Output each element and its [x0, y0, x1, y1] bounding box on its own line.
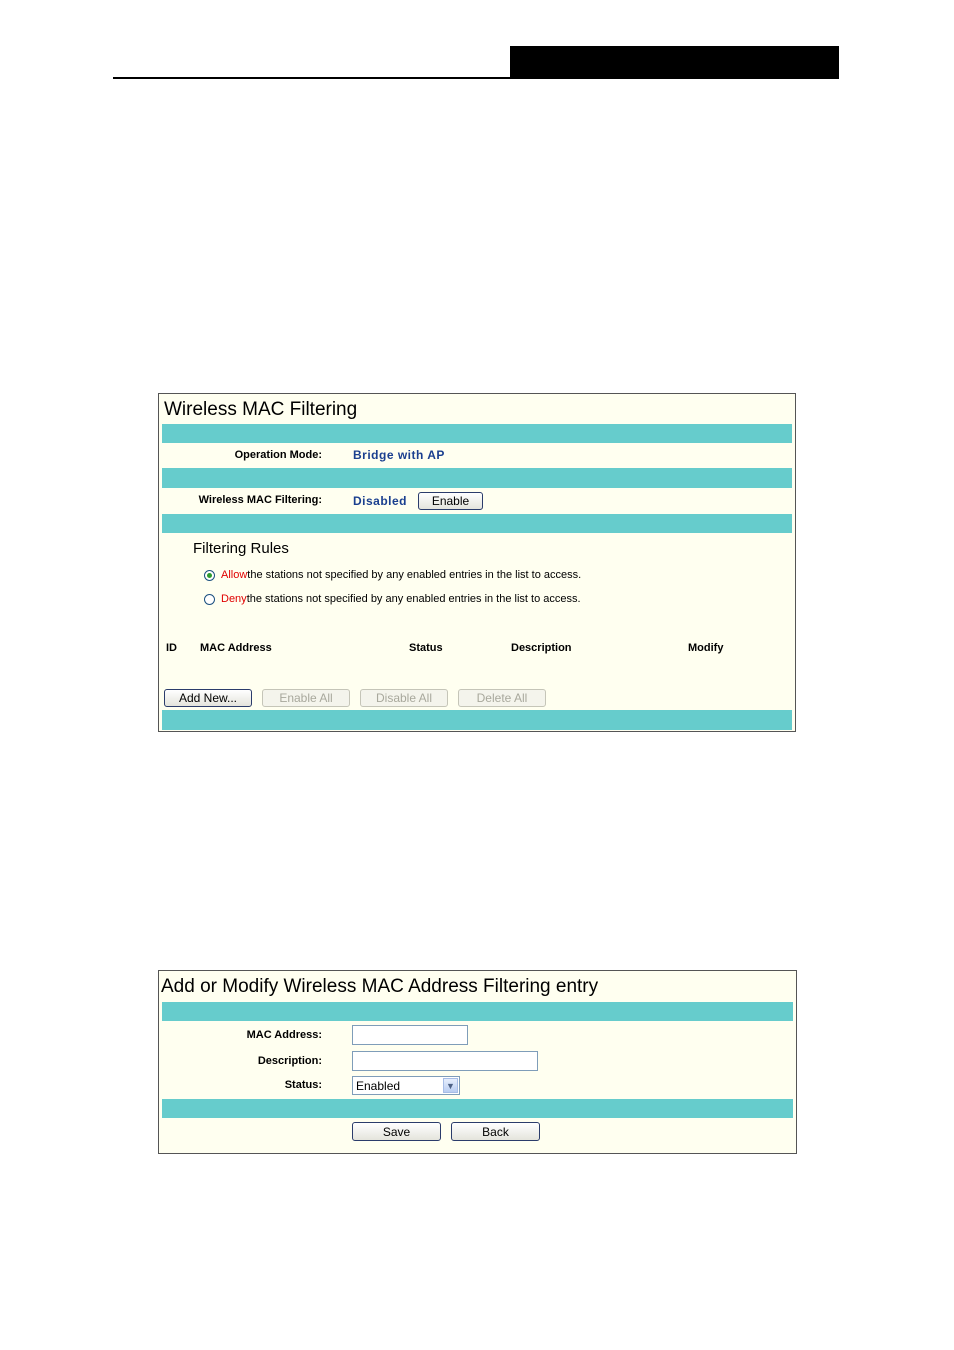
status-select[interactable] — [352, 1076, 460, 1095]
separator-band — [162, 468, 792, 488]
column-id: ID — [166, 642, 177, 654]
chevron-down-icon[interactable]: ▼ — [443, 1078, 458, 1093]
description-label: Description: — [257, 1055, 322, 1067]
mac-filtering-label: Wireless MAC Filtering: — [198, 494, 322, 506]
column-status: Status — [409, 642, 443, 654]
enable-button[interactable]: Enable — [418, 492, 483, 510]
enable-all-button[interactable]: Enable All — [262, 689, 350, 707]
rule-allow-option[interactable] — [204, 569, 581, 581]
panel-title: Add or Modify Wireless MAC Address Filtering entry — [161, 976, 599, 997]
entry-form-panel — [158, 970, 797, 1154]
mac-address-label: MAC Address: — [246, 1029, 322, 1041]
status-select-value: Enabled — [356, 1078, 401, 1093]
deny-radio[interactable] — [204, 594, 215, 605]
mac-filtering-status: Disabled — [353, 494, 408, 508]
disable-all-button[interactable]: Disable All — [360, 689, 448, 707]
column-modify: Modify — [688, 642, 724, 654]
deny-text: the stations not specified by any enabled entries in the list to access. — [246, 593, 581, 605]
allow-text: the stations not specified by any enabled entries in the list to access. — [247, 569, 582, 581]
mac-address-input[interactable] — [352, 1025, 468, 1045]
operation-mode-label: Operation Mode: — [234, 449, 322, 461]
header-band — [162, 424, 792, 443]
filtering-rules-title: Filtering Rules — [193, 540, 289, 557]
save-button[interactable]: Save — [352, 1122, 441, 1141]
column-mac-address: MAC Address — [200, 642, 272, 654]
rule-deny-option[interactable] — [204, 593, 581, 605]
header-block — [510, 46, 839, 79]
allow-keyword: Allow — [221, 569, 248, 581]
separator-band — [162, 1099, 793, 1118]
mac-filtering-panel — [158, 393, 796, 732]
column-description: Description — [511, 642, 572, 654]
header-band — [162, 1002, 793, 1021]
operation-mode-value: Bridge with AP — [353, 448, 445, 462]
status-label: Status: — [284, 1079, 322, 1091]
add-new-button[interactable]: Add New... — [164, 689, 252, 707]
separator-band — [162, 514, 792, 533]
description-input[interactable] — [352, 1051, 538, 1071]
allow-radio[interactable] — [204, 570, 215, 581]
panel-title: Wireless MAC Filtering — [164, 399, 358, 420]
deny-keyword: Deny — [221, 593, 247, 605]
back-button[interactable]: Back — [451, 1122, 540, 1141]
footer-band — [162, 710, 792, 730]
header-rule — [113, 77, 839, 79]
delete-all-button[interactable]: Delete All — [458, 689, 546, 707]
